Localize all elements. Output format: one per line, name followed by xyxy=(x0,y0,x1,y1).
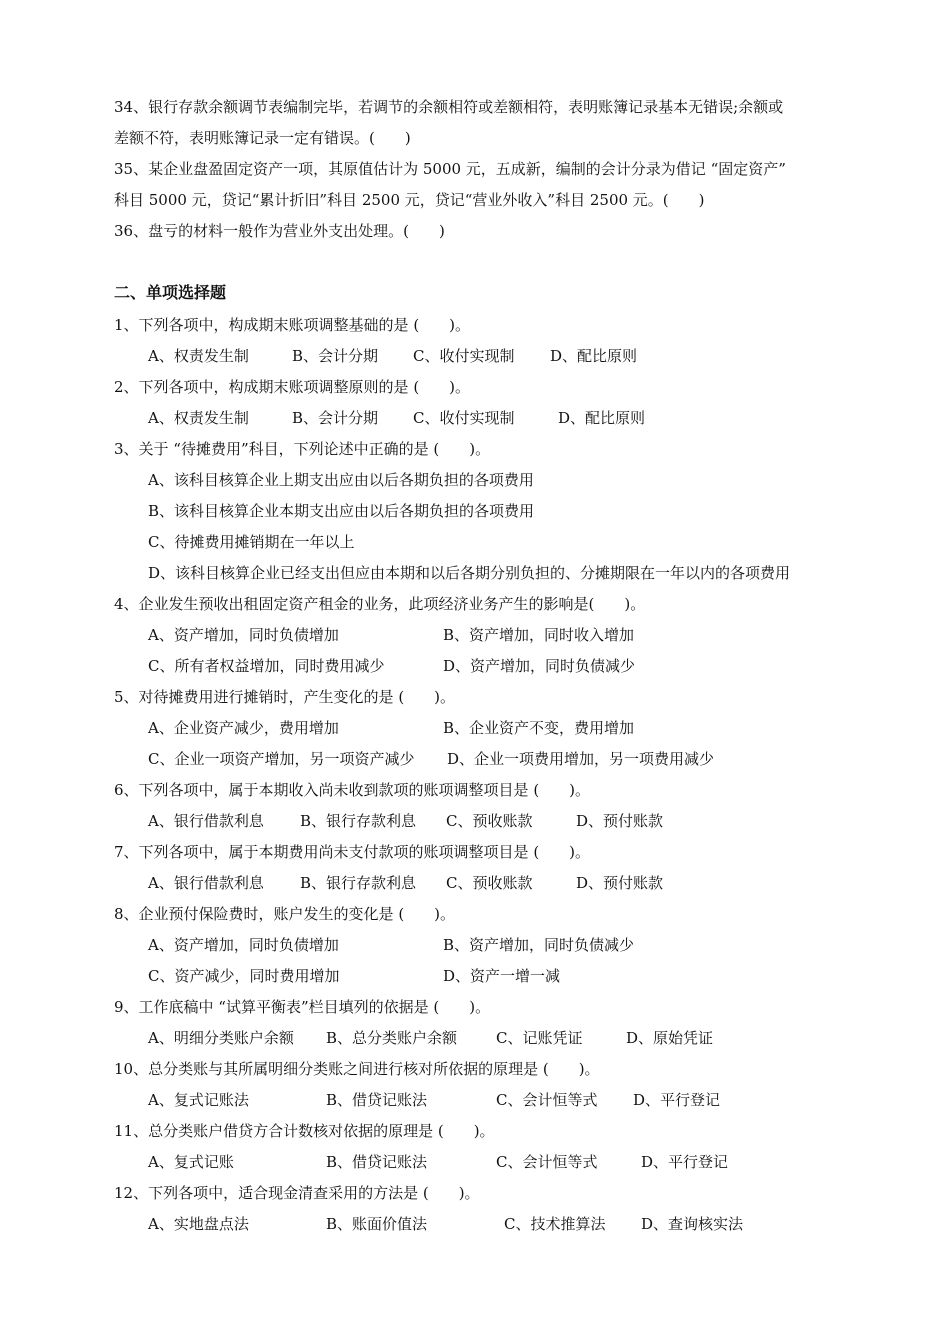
question-10-option-b: B、借贷记账法 xyxy=(326,1091,428,1109)
question-12-option-d: D、查询核实法 xyxy=(641,1215,744,1233)
question-8-option-d: D、资产一增一减 xyxy=(443,967,561,985)
question-6-option-d: D、预付账款 xyxy=(576,812,664,830)
tf-question-36-line-1: 36、盘亏的材料一般作为营业外支出处理。( ) xyxy=(114,222,445,240)
question-3-stem: 3、关于 “待摊费用”科目，下列论述中正确的是 ( )。 xyxy=(114,440,491,458)
section-title: 二、单项选择题 xyxy=(114,283,227,302)
question-4-option-a: A、资产增加，同时负债增加 xyxy=(148,626,339,644)
question-3-option-d: D、该科目核算企业已经支出但应由本期和以后各期分别负担的、分摊期限在一年以内的各项费用 xyxy=(148,564,791,582)
question-2-stem: 2、下列各项中，构成期末账项调整原则的是 ( )。 xyxy=(114,378,471,396)
question-4-option-c: C、所有者权益增加，同时费用减少 xyxy=(148,657,385,675)
question-10-option-a: A、复式记账法 xyxy=(148,1091,249,1109)
question-11-option-b: B、借贷记账法 xyxy=(326,1153,428,1171)
tf-question-35-line-2: 科目 5000 元，贷记“累计折旧”科目 2500 元，贷记“营业外收入”科目 2500 元。( ) xyxy=(114,191,705,209)
question-5-option-a: A、企业资产减少，费用增加 xyxy=(148,719,339,737)
question-9-stem: 9、工作底稿中 “试算平衡表”栏目填列的依据是 ( )。 xyxy=(114,998,491,1016)
question-3-option-c: C、待摊费用摊销期在一年以上 xyxy=(148,533,355,551)
question-6-option-a: A、银行借款利息 xyxy=(148,812,264,830)
question-10-option-c: C、会计恒等式 xyxy=(496,1091,598,1109)
tf-question-35-line-1: 35、某企业盘盈固定资产一项，其原值估计为 5000 元，五成新，编制的会计分录为借记 “固定资产” xyxy=(114,160,786,178)
question-7-option-b: B、银行存款利息 xyxy=(300,874,417,892)
question-10-option-d: D、平行登记 xyxy=(633,1091,721,1109)
question-7-option-c: C、预收账款 xyxy=(446,874,533,892)
question-2-option-a: A、权责发生制 xyxy=(148,409,249,427)
question-4-stem: 4、企业发生预收出租固定资产租金的业务，此项经济业务产生的影响是( )。 xyxy=(114,595,646,613)
question-12-option-c: C、技术推算法 xyxy=(504,1215,606,1233)
question-2-option-d: D、配比原则 xyxy=(558,409,646,427)
question-9-option-a: A、明细分类账户余额 xyxy=(148,1029,294,1047)
question-3-option-a: A、该科目核算企业上期支出应由以后各期负担的各项费用 xyxy=(148,471,534,489)
question-5-option-d: D、企业一项费用增加，另一项费用减少 xyxy=(447,750,715,768)
question-12-stem: 12、下列各项中，适合现金清查采用的方法是 ( )。 xyxy=(114,1184,480,1202)
question-9-option-c: C、记账凭证 xyxy=(496,1029,583,1047)
question-1-option-b: B、会计分期 xyxy=(292,347,379,365)
question-7-option-a: A、银行借款利息 xyxy=(148,874,264,892)
question-1-stem: 1、下列各项中，构成期末账项调整基础的是 ( )。 xyxy=(114,316,471,334)
question-8-option-a: A、资产增加，同时负债增加 xyxy=(148,936,339,954)
question-9-option-b: B、总分类账户余额 xyxy=(326,1029,458,1047)
question-11-stem: 11、总分类账户借贷方合计数核对依据的原理是 ( )。 xyxy=(114,1122,495,1140)
question-2-option-b: B、会计分期 xyxy=(292,409,379,427)
question-11-option-d: D、平行登记 xyxy=(641,1153,729,1171)
question-5-option-b: B、企业资产不变，费用增加 xyxy=(443,719,635,737)
question-10-stem: 10、总分类账与其所属明细分类账之间进行核对所依据的原理是 ( )。 xyxy=(114,1060,600,1078)
question-5-option-c: C、企业一项资产增加，另一项资产减少 xyxy=(148,750,415,768)
question-3-option-b: B、该科目核算企业本期支出应由以后各期负担的各项费用 xyxy=(148,502,535,520)
question-4-option-b: B、资产增加，同时收入增加 xyxy=(443,626,635,644)
question-1-option-c: C、收付实现制 xyxy=(413,347,515,365)
question-9-option-d: D、原始凭证 xyxy=(626,1029,714,1047)
question-7-option-d: D、预付账款 xyxy=(576,874,664,892)
tf-question-34-line-2: 差额不符，表明账簿记录一定有错误。( ) xyxy=(114,129,411,147)
tf-question-34-line-1: 34、银行存款余额调节表编制完毕，若调节的余额相符或差额相符，表明账簿记录基本无错误;余额或 xyxy=(114,98,784,116)
question-2-option-c: C、收付实现制 xyxy=(413,409,515,427)
question-6-option-b: B、银行存款利息 xyxy=(300,812,417,830)
question-8-stem: 8、企业预付保险费时，账户发生的变化是 ( )。 xyxy=(114,905,456,923)
question-11-option-c: C、会计恒等式 xyxy=(496,1153,598,1171)
question-12-option-b: B、账面价值法 xyxy=(326,1215,428,1233)
question-12-option-a: A、实地盘点法 xyxy=(148,1215,249,1233)
question-4-option-d: D、资产增加，同时负债减少 xyxy=(443,657,636,675)
question-7-stem: 7、下列各项中，属于本期费用尚未支付款项的账项调整项目是 ( )。 xyxy=(114,843,591,861)
question-5-stem: 5、对待摊费用进行摊销时，产生变化的是 ( )。 xyxy=(114,688,456,706)
question-11-option-a: A、复式记账 xyxy=(148,1153,234,1171)
question-6-option-c: C、预收账款 xyxy=(446,812,533,830)
question-1-option-a: A、权责发生制 xyxy=(148,347,249,365)
question-1-option-d: D、配比原则 xyxy=(550,347,638,365)
question-8-option-b: B、资产增加，同时负债减少 xyxy=(443,936,635,954)
question-8-option-c: C、资产减少，同时费用增加 xyxy=(148,967,340,985)
question-6-stem: 6、下列各项中，属于本期收入尚未收到款项的账项调整项目是 ( )。 xyxy=(114,781,591,799)
